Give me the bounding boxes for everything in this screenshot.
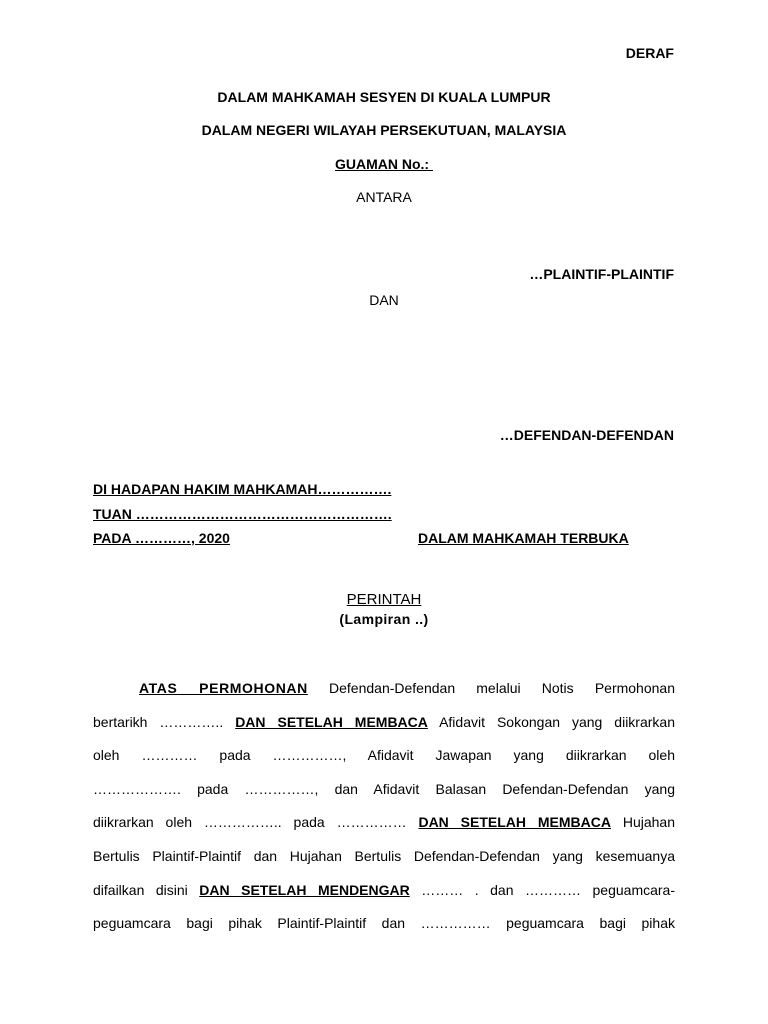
body-segment: ATAS PERMOHONAN [139,680,308,696]
body-line [93,672,675,706]
suit-number: GUAMAN No.: [335,156,433,172]
coram-judge-line: DI HADAPAN HAKIM MAHKAMAH……………. [93,481,392,497]
body-line [93,840,675,874]
body-line [93,706,675,740]
body-line [93,739,675,773]
body-segment: ……… . dan ………… peguamcara- [409,881,675,898]
between-label: ANTARA [356,189,412,205]
open-court-label: DALAM MAHKAMAH TERBUKA [418,530,629,546]
body-segment: diikrarkan oleh …………….. pada …………… [93,814,419,831]
court-name-line1: DALAM MAHKAMAH SESYEN DI KUALA LUMPUR [217,89,551,105]
body-segment: Defendan-Defendan melalui Notis Permohonan [307,680,675,696]
defendant-label: …DEFENDAN-DEFENDAN [499,427,674,443]
body-line [93,907,675,941]
body-segment: Afidavit Sokongan yang diikrarkan [427,713,675,730]
body-segment: oleh ………… pada ……………, Afidavit Jawapan yang diikrarkan oleh [93,747,675,764]
body-line [93,773,675,807]
order-title: PERINTAH [346,591,422,608]
and-label: DAN [369,292,399,308]
coram-tuan-line: TUAN ………………………………………………. [93,506,392,522]
body-segment: difailkan disini [93,881,200,898]
plaintiff-label: …PLAINTIF-PLAINTIF [529,266,674,282]
body-segment: DAN SETELAH MEMBACA [235,713,428,730]
draft-label: DERAF [625,45,674,61]
body-segment: ………………. pada ……………, dan Afidavit Balasan Defendan-Defendan yang [93,780,675,797]
body-segment: Bertulis Plaintif-Plaintif dan Hujahan Bertulis Defendan-Defendan yang kesemuanya [93,847,675,864]
body-segment: bertarikh ………….. [93,713,236,730]
coram-date-line: PADA …………, 2020 [93,530,230,546]
order-subtitle: (Lampiran ..) [339,611,429,627]
body-segment: DAN SETELAH MENDENGAR [199,881,410,898]
body-segment: DAN SETELAH MEMBACA [418,814,611,831]
court-name-line2: DALAM NEGERI WILAYAH PERSEKUTUAN, MALAYSIA [201,122,567,138]
body-segment: peguamcara bagi pihak Plaintif-Plaintif dan …………… peguamcara bagi pihak [93,915,675,932]
body-segment: Hujahan [610,814,676,831]
order-body [93,672,675,941]
body-line [93,806,675,840]
body-line [93,874,675,908]
